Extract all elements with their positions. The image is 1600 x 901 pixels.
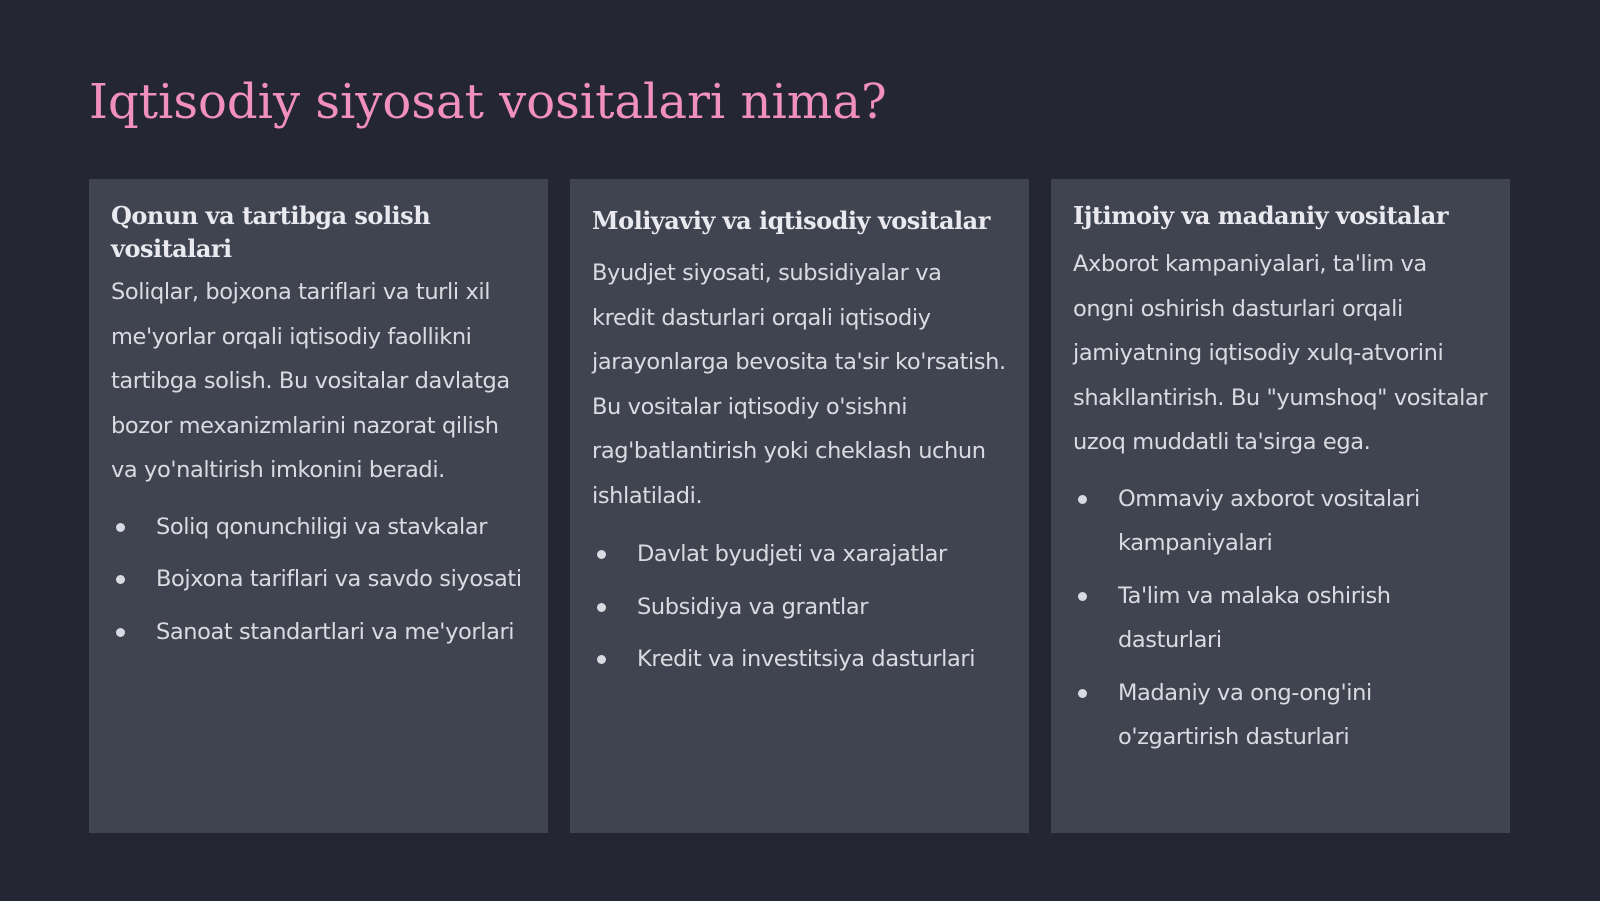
list-item [592, 585, 1007, 630]
card-social-tools [1051, 179, 1510, 833]
card-description: Soliqlar, bojxona tariflari va turli xil me'yorlar orqali iqtisodiy faollikni tartibga solish. Bu vositalar davlatga bozor mexanizmlarini nazorat qilish va yo'naltirish imkonini beradi. [111, 279, 510, 483]
list-item-text: Sanoat standartlari va me'yorlari [156, 618, 515, 645]
bullet-dot-icon [116, 523, 125, 532]
bullet-dot-icon [1078, 592, 1087, 601]
card-heading: Qonun va tartibga solish vositalari [111, 201, 431, 263]
card-heading: Moliyaviy va iqtisodiy vositalar [592, 206, 990, 235]
cards-row [89, 179, 1511, 833]
card-description: Axborot kampaniyalari, ta'lim va ongni oshirish dasturlari orqali jamiyatning iqtisodiy xulq-atvorini shakllantirish. Bu "yumshoq" vositalar uzoq muddatli ta'sirga ega. [1073, 251, 1488, 455]
list-item [111, 505, 526, 550]
list-item [111, 610, 526, 655]
bullet-list [111, 505, 526, 655]
bullet-list [1073, 477, 1488, 760]
card-financial-tools [570, 179, 1029, 833]
list-item-text: Davlat byudjeti va xarajatlar [637, 541, 947, 567]
card-heading: Ijtimoiy va madaniy vositalar [1073, 201, 1448, 230]
bullet-dot-icon [597, 603, 606, 612]
card-regulation-tools [89, 179, 548, 833]
list-item [592, 637, 1007, 682]
bullet-dot-icon [597, 655, 606, 664]
slide-title: Iqtisodiy siyosat vositalari nima? [89, 74, 887, 130]
list-item [1073, 574, 1488, 663]
list-item-text: Subsidiya va grantlar [637, 593, 869, 620]
bullet-dot-icon [116, 628, 125, 637]
list-item-text: Soliq qonunchiligi va stavkalar [156, 513, 488, 540]
list-item-text: Ommaviy axborot vositalari kampaniyalari [1118, 485, 1420, 556]
bullet-list [592, 532, 1007, 682]
list-item-text: Madaniy va ong-ong'ini o'zgartirish dasturlari [1118, 679, 1372, 750]
list-item-text: Kredit va investitsiya dasturlari [637, 646, 976, 672]
list-item [592, 532, 1007, 577]
list-item-text: Bojxona tariflari va savdo siyosati [156, 566, 522, 592]
list-item [1073, 477, 1488, 566]
list-item-text: Ta'lim va malaka oshirish dasturlari [1118, 582, 1391, 653]
card-description: Byudjet siyosati, subsidiyalar va kredit dasturlari orqali iqtisodiy jarayonlarga bevosita ta'sir ko'rsatish. Bu vositalar iqtisodiy o'sishni rag'batlantirish yoki cheklash uchun ishlatiladi. [592, 260, 1006, 509]
bullet-dot-icon [1078, 689, 1087, 698]
bullet-dot-icon [597, 550, 606, 559]
list-item [111, 557, 526, 602]
list-item [1073, 671, 1488, 760]
bullet-dot-icon [116, 575, 125, 584]
bullet-dot-icon [1078, 495, 1087, 504]
